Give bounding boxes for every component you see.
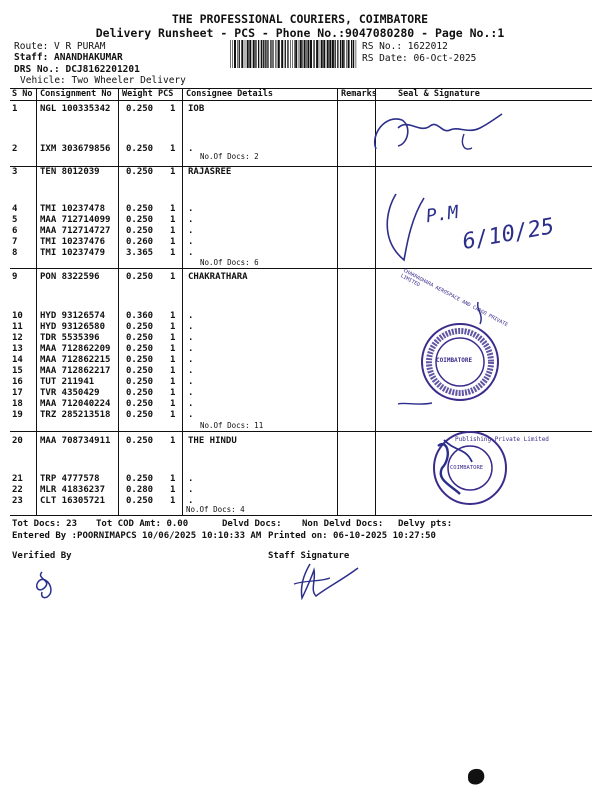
barcode-bar [316, 40, 318, 68]
rs-date: RS Date: 06-Oct-2025 [362, 53, 477, 64]
row-weight: 0.260 [126, 237, 154, 247]
barcode-bar [261, 40, 262, 68]
row-sno: 8 [12, 248, 18, 258]
row-consignee: . [188, 377, 194, 387]
row-pcs: 1 [170, 388, 176, 398]
row-consignment-no: MLR 41836237 [40, 485, 106, 495]
row-pcs: 1 [170, 485, 176, 495]
total-docs: Tot Docs: 23 [12, 519, 78, 529]
row-pcs: 1 [170, 436, 176, 446]
barcode-bar [272, 40, 273, 68]
row-consignment-no: HYD 93126574 [40, 311, 106, 321]
row-pcs: 1 [170, 322, 176, 332]
row-weight: 0.280 [126, 485, 154, 495]
row-sno: 6 [12, 226, 18, 236]
barcode-bar [294, 40, 295, 68]
row-weight: 0.250 [126, 366, 154, 376]
row-sno: 12 [12, 333, 23, 343]
row-weight: 0.250 [126, 496, 154, 506]
row-sno: 22 [12, 485, 23, 495]
handwritten-initials: P.M [424, 201, 460, 228]
col-divider [182, 88, 183, 515]
row-consignee: . [188, 344, 194, 354]
row-pcs: 1 [170, 215, 176, 225]
row-consignment-no: IXM 303679856 [40, 144, 111, 154]
barcode-bar [337, 40, 338, 68]
stamp-ring-text: CHAKRADHARA AEROSPACE AND CARGO PRIVATE LIMITED [399, 267, 509, 329]
barcode-bar [239, 40, 240, 68]
signature-1 [368, 104, 508, 164]
barcode-bar [234, 40, 236, 68]
row-sno: 5 [12, 215, 18, 225]
row-sno: 11 [12, 322, 23, 332]
barcode-bar [323, 40, 325, 68]
row-weight: 0.250 [126, 215, 154, 225]
col-divider [118, 88, 119, 515]
row-weight: 0.250 [126, 388, 154, 398]
barcode-bar [306, 40, 307, 68]
col-pcs: PCS [158, 89, 174, 99]
barcode-bar [237, 40, 238, 68]
row-consignment-no: MAA 712040224 [40, 399, 111, 409]
stamp-center-text: COIMBATORE [450, 465, 484, 471]
barcode-bar [241, 40, 243, 68]
col-remarks: Remarks [341, 89, 377, 99]
delivered-docs: Delvd Docs: [222, 519, 282, 529]
row-consignee: . [188, 237, 194, 247]
barcode-bar [278, 40, 280, 68]
handwritten-date: 6/10/25 [460, 214, 557, 255]
row-consignment-no: TRZ 285213518 [40, 410, 111, 420]
barcode-bar [329, 40, 331, 68]
row-consignment-no: TMI 10237478 [40, 204, 106, 214]
row-consignee: . [188, 248, 194, 258]
row-sno: 19 [12, 410, 23, 420]
row-weight: 0.250 [126, 144, 154, 154]
row-consignment-no: TVR 4350429 [40, 388, 100, 398]
barcode-bar [266, 40, 267, 68]
barcode-bar [287, 40, 288, 68]
row-consignment-no: NGL 100335342 [40, 104, 111, 114]
docs-count: No.Of Docs: 2 [200, 152, 259, 161]
row-consignee: RAJASREE [188, 167, 232, 177]
row-consignment-no: MAA 712862215 [40, 355, 111, 365]
row-consignment-no: TRP 4777578 [40, 474, 100, 484]
row-weight: 3.365 [126, 248, 154, 258]
row-pcs: 1 [170, 366, 176, 376]
stamp-ring-text: Publishing Private Limited [455, 436, 549, 443]
row-consignment-no: TMI 10237476 [40, 237, 106, 247]
barcode-bar [356, 40, 357, 68]
row-sno: 15 [12, 366, 23, 376]
staff: Staff: ANANDHAKUMAR [14, 52, 123, 63]
pen-mark [396, 398, 436, 412]
row-sno: 7 [12, 237, 18, 247]
row-weight: 0.360 [126, 311, 154, 321]
col-consignment: Consignment No [40, 89, 112, 99]
row-consignee: . [188, 204, 194, 214]
barcode-bar [335, 40, 336, 68]
barcode-bar [263, 40, 264, 68]
non-delivered-docs: Non Delvd Docs: [302, 519, 384, 529]
barcode-bar [344, 40, 345, 68]
barcode-bar [313, 40, 314, 68]
row-sno: 21 [12, 474, 23, 484]
row-weight: 0.250 [126, 333, 154, 343]
row-sno: 23 [12, 496, 23, 506]
row-pcs: 1 [170, 344, 176, 354]
row-pcs: 1 [170, 399, 176, 409]
row-consignee: . [188, 496, 194, 506]
row-consignment-no: TDR 5535396 [40, 333, 100, 343]
row-consignment-no: MAA 712714727 [40, 226, 111, 236]
row-consignee: . [188, 322, 194, 332]
row-consignee: CHAKRATHARA [188, 272, 248, 282]
docs-count: No.Of Docs: 6 [200, 258, 259, 267]
row-consignment-no: MAA 712862217 [40, 366, 111, 376]
row-weight: 0.250 [126, 344, 154, 354]
row-consignee: . [188, 226, 194, 236]
docs-count: No.Of Docs: 11 [200, 421, 264, 430]
rs-no: RS No.: 1622012 [362, 41, 448, 52]
col-divider [36, 88, 37, 515]
row-pcs: 1 [170, 333, 176, 343]
row-weight: 0.250 [126, 322, 154, 332]
row-pcs: 1 [170, 104, 176, 114]
row-consignment-no: PON 8322596 [40, 272, 100, 282]
row-pcs: 1 [170, 496, 176, 506]
docs-count: No.Of Docs: 4 [186, 505, 245, 514]
row-consignee: . [188, 333, 194, 343]
col-consignee: Consignee Details [186, 89, 273, 99]
row-consignee: IOB [188, 104, 205, 114]
barcode-bar [340, 40, 341, 68]
row-sno: 4 [12, 204, 18, 214]
row-sno: 13 [12, 344, 23, 354]
row-weight: 0.250 [126, 226, 154, 236]
barcode-bar [253, 40, 255, 68]
row-pcs: 1 [170, 237, 176, 247]
barcode-bar [310, 40, 312, 68]
barcode-bar [292, 40, 293, 68]
row-pcs: 1 [170, 474, 176, 484]
row-consignment-no: MAA 712862209 [40, 344, 111, 354]
row-sno: 9 [12, 272, 18, 282]
row-pcs: 1 [170, 226, 176, 236]
row-consignment-no: CLT 16305721 [40, 496, 106, 506]
row-pcs: 1 [170, 204, 176, 214]
total-cod: Tot COD Amt: 0.00 [96, 519, 189, 529]
row-consignee: . [188, 355, 194, 365]
route: Route: V R PURAM [14, 41, 106, 52]
barcode-bar [249, 40, 251, 68]
barcode-bar [290, 40, 291, 68]
barcode-bar [295, 40, 297, 68]
row-consignee: . [188, 311, 194, 321]
vehicle: Vehicle: Two Wheeler Delivery [20, 75, 186, 86]
col-divider [337, 88, 338, 515]
row-pcs: 1 [170, 311, 176, 321]
verified-by-label: Verified By [12, 551, 72, 561]
barcode-bar [270, 40, 271, 68]
barcode-bar [299, 40, 300, 68]
row-sno: 16 [12, 377, 23, 387]
col-sno: S No [12, 89, 33, 99]
row-weight: 0.250 [126, 355, 154, 365]
barcode-bar [300, 40, 302, 68]
row-pcs: 1 [170, 355, 176, 365]
row-consignee: . [188, 388, 194, 398]
row-consignment-no: HYD 93126580 [40, 322, 106, 332]
row-weight: 0.250 [126, 377, 154, 387]
delivery-points: Delvy pts: [398, 519, 453, 529]
row-consignment-no: TMI 10237479 [40, 248, 106, 258]
barcode-bar [348, 40, 350, 68]
barcode [230, 40, 358, 68]
barcode-bar [307, 40, 309, 68]
company-name: THE PROFESSIONAL COURIERS, COIMBATORE [171, 12, 429, 26]
row-consignment-no: TEN 8012039 [40, 167, 100, 177]
row-weight: 0.250 [126, 104, 154, 114]
barcode-bar [273, 40, 274, 68]
runsheet-subtitle: Delivery Runsheet - PCS - Phone No.:9047080280 - Page No.:1 [95, 26, 505, 40]
barcode-bar [285, 40, 286, 68]
row-sno: 14 [12, 355, 23, 365]
barcode-bar [281, 40, 283, 68]
row-weight: 0.250 [126, 474, 154, 484]
row-pcs: 1 [170, 248, 176, 258]
col-seal: Seal & Signature [398, 89, 480, 99]
drs-no: DRS No.: DCJ8162201201 [14, 64, 140, 75]
barcode-bar [230, 40, 231, 68]
barcode-bar [258, 40, 259, 68]
stamp-center-text: COIMBATORE [436, 357, 473, 364]
row-consignee: . [188, 215, 194, 225]
barcode-bar [245, 40, 246, 68]
barcode-bar [255, 40, 256, 68]
barcode-bar [247, 40, 249, 68]
row-consignee: . [188, 144, 194, 154]
row-consignment-no: MAA 708734911 [40, 436, 111, 446]
row-sno: 2 [12, 144, 18, 154]
document-title [0, 12, 600, 40]
row-weight: 0.250 [126, 410, 154, 420]
row-weight: 0.250 [126, 399, 154, 409]
table-bottom-rule [10, 515, 592, 516]
row-pcs: 1 [170, 410, 176, 420]
row-pcs: 1 [170, 272, 176, 282]
barcode-bar [275, 40, 276, 68]
barcode-bar [265, 40, 266, 68]
barcode-bar [304, 40, 306, 68]
entered-by: Entered By :POORNIMAPCS 10/06/2025 10:10:33 AM [12, 531, 262, 541]
row-consignee: . [188, 399, 194, 409]
barcode-bar [232, 40, 233, 68]
row-consignment-no: MAA 712714099 [40, 215, 111, 225]
barcode-bar [332, 40, 334, 68]
barcode-bar [268, 40, 269, 68]
barcode-bar [342, 40, 344, 68]
row-pcs: 1 [170, 167, 176, 177]
row-weight: 0.250 [126, 167, 154, 177]
row-weight: 0.250 [126, 204, 154, 214]
barcode-bar [319, 40, 320, 68]
barcode-bar [277, 40, 278, 68]
row-consignee: . [188, 474, 194, 484]
row-consignee: . [188, 410, 194, 420]
barcode-bar [353, 40, 354, 68]
row-pcs: 1 [170, 377, 176, 387]
row-sno: 3 [12, 167, 18, 177]
row-consignee: . [188, 485, 194, 495]
row-consignee: THE HINDU [188, 436, 237, 446]
row-sno: 1 [12, 104, 18, 114]
table-header-rule [10, 100, 592, 101]
row-pcs: 1 [170, 144, 176, 154]
staff-signature [286, 560, 366, 602]
barcode-bar [302, 40, 303, 68]
row-weight: 0.250 [126, 272, 154, 282]
barcode-bar [351, 40, 352, 68]
ink-blot [464, 766, 488, 788]
row-consignee: . [188, 366, 194, 376]
barcode-bar [321, 40, 323, 68]
barcode-bar [327, 40, 329, 68]
verifier-signature [30, 568, 60, 602]
col-weight: Weight [122, 89, 153, 99]
barcode-bar [346, 40, 347, 68]
staff-signature-label: Staff Signature [268, 551, 350, 561]
row-sno: 18 [12, 399, 23, 409]
printed-on: Printed on: 06-10-2025 10:27:50 [268, 531, 436, 541]
row-weight: 0.250 [126, 436, 154, 446]
row-consignment-no: TUT 211941 [40, 377, 95, 387]
row-sno: 20 [12, 436, 23, 446]
row-sno: 17 [12, 388, 23, 398]
row-sno: 10 [12, 311, 23, 321]
